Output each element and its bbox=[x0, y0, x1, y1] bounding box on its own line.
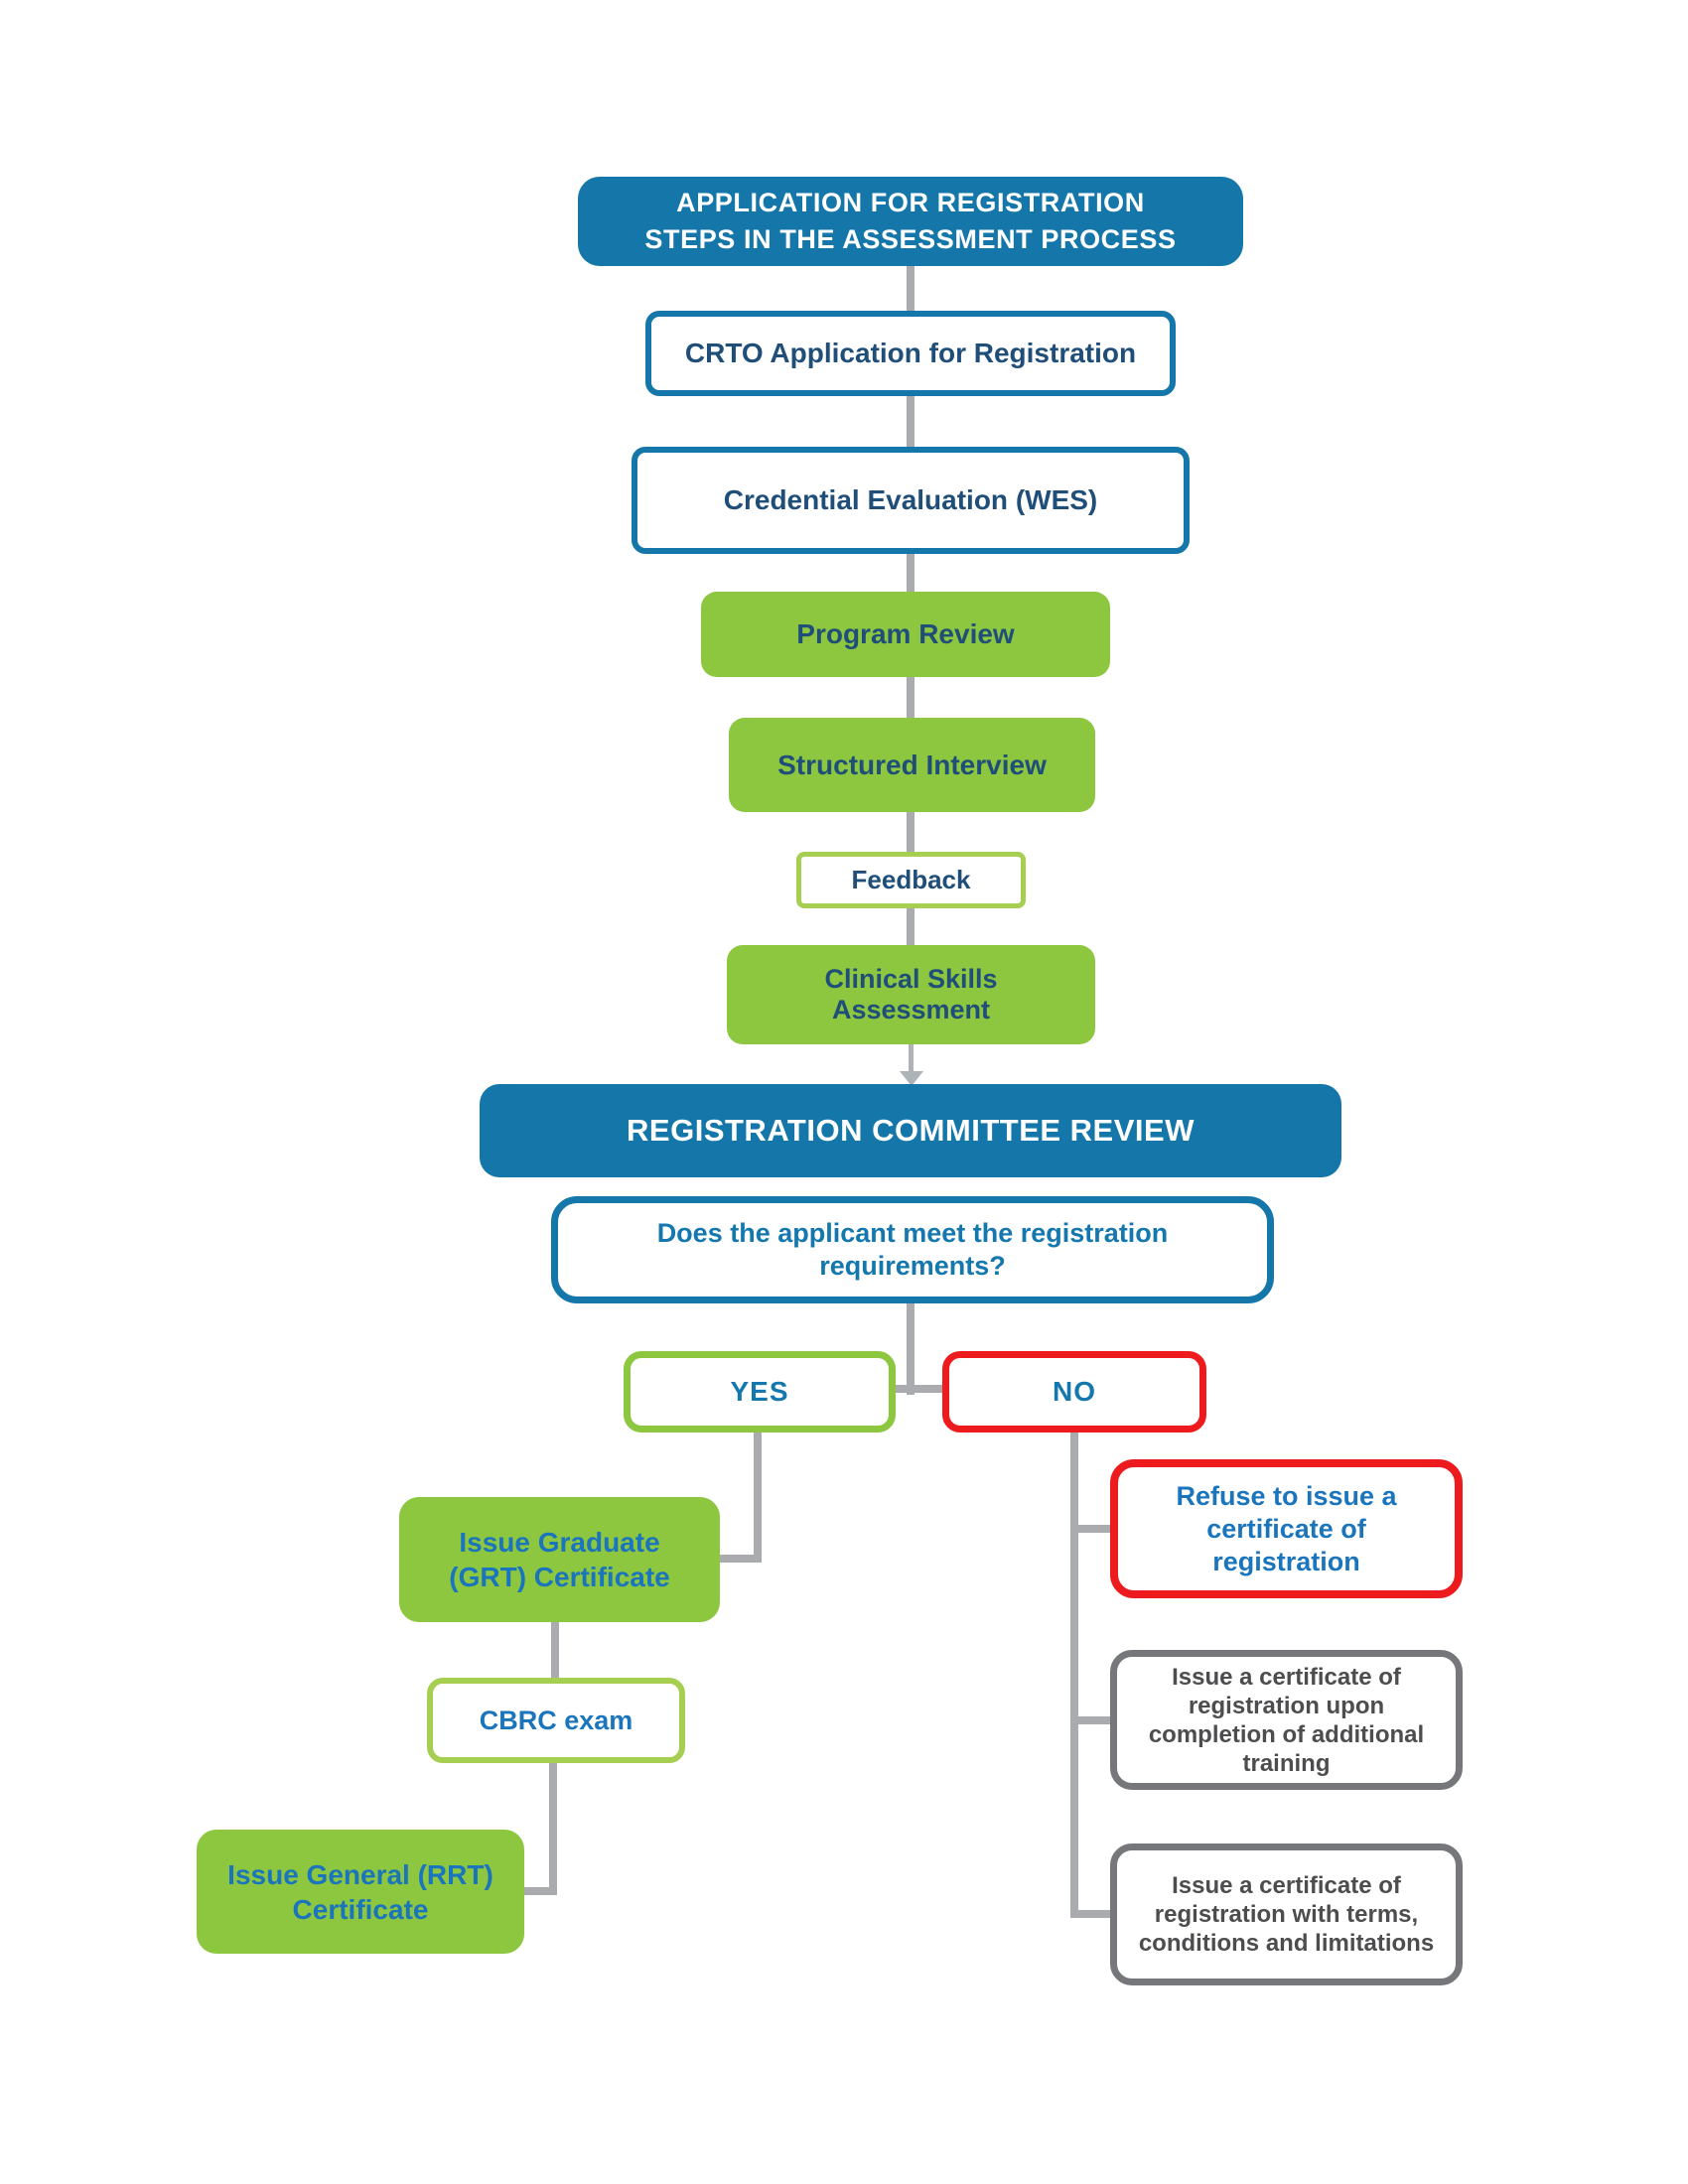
step-cbrc-label: CBRC exam bbox=[479, 1705, 633, 1735]
title-box bbox=[578, 177, 1243, 266]
step-feedback bbox=[796, 852, 1026, 908]
step-clinical-skills-assessment bbox=[727, 945, 1095, 1044]
connector-no-branch-additional bbox=[1078, 1716, 1112, 1724]
connector-no-branch-terms bbox=[1070, 1910, 1112, 1918]
outcome-terms-conditions bbox=[1110, 1843, 1463, 1985]
step-structured-interview bbox=[729, 718, 1095, 812]
step-program-review bbox=[701, 592, 1110, 677]
outcome-refuse-certificate bbox=[1110, 1459, 1463, 1598]
title-line-2: STEPS IN THE ASSESSMENT PROCESS bbox=[644, 224, 1177, 254]
connector-grt-to-cbrc bbox=[551, 1620, 559, 1680]
outcome-grt-label-line2: (GRT) Certificate bbox=[449, 1562, 670, 1592]
outcome-terms-label: Issue a certificate of registration with terms, conditions and limitations bbox=[1138, 1872, 1435, 1957]
step-crto-application bbox=[645, 311, 1176, 396]
connector-feedback-to-clinical bbox=[907, 906, 914, 947]
connector-cbrc-branch-vertical bbox=[549, 1761, 557, 1895]
committee-review-label: REGISTRATION COMMITTEE REVIEW bbox=[627, 1113, 1195, 1148]
title-line-1: APPLICATION FOR REGISTRATION bbox=[676, 188, 1145, 217]
decision-no-label: NO bbox=[1053, 1376, 1096, 1407]
connector-program-to-structured bbox=[907, 675, 914, 720]
step-cbrc-exam bbox=[427, 1678, 685, 1763]
step-clinical-label-line2: Assessment bbox=[831, 995, 991, 1024]
decision-no bbox=[942, 1351, 1206, 1433]
outcome-rrt-certificate bbox=[197, 1830, 524, 1954]
step-credential-evaluation bbox=[632, 447, 1190, 554]
question-box bbox=[551, 1196, 1274, 1303]
step-feedback-label: Feedback bbox=[851, 865, 971, 894]
step-structured-label: Structured Interview bbox=[777, 749, 1047, 780]
connector-no-branch-vertical bbox=[1070, 1431, 1078, 1918]
decision-yes bbox=[624, 1351, 896, 1433]
question-label: Does the applicant meet the registration requirements? bbox=[656, 1218, 1169, 1281]
step-crto-label: CRTO Application for Registration bbox=[684, 338, 1137, 368]
connector-question-to-decision bbox=[907, 1301, 914, 1395]
connector-yes-branch-vertical bbox=[754, 1431, 762, 1563]
outcome-refuse-label: Refuse to issue a certificate of registration bbox=[1176, 1480, 1397, 1576]
committee-review-banner bbox=[480, 1084, 1341, 1177]
outcome-additional-label: Issue a certificate of registration upon completion of additional training bbox=[1148, 1663, 1425, 1777]
step-clinical-label-line1: Clinical Skills bbox=[824, 964, 998, 994]
connector-cbrc-branch-elbow bbox=[522, 1887, 557, 1895]
connector-structured-to-feedback bbox=[907, 810, 914, 854]
outcome-grt-label-line1: Issue Graduate bbox=[459, 1527, 660, 1558]
decision-yes-label: YES bbox=[730, 1376, 789, 1407]
connector-header-to-crto bbox=[907, 266, 914, 313]
connector-no-branch-refuse bbox=[1078, 1525, 1112, 1533]
step-program-label: Program Review bbox=[796, 618, 1015, 649]
outcome-rrt-label-line1: Issue General (RRT) bbox=[227, 1858, 493, 1890]
outcome-additional-training bbox=[1110, 1650, 1463, 1790]
connector-yes-no-junction bbox=[892, 1385, 947, 1393]
connector-credential-to-program bbox=[907, 552, 914, 594]
step-credential-label: Credential Evaluation (WES) bbox=[723, 484, 1098, 515]
connector-yes-branch-elbow bbox=[718, 1555, 762, 1563]
outcome-grt-certificate bbox=[399, 1497, 720, 1622]
connector-crto-to-credential bbox=[907, 396, 914, 449]
outcome-rrt-label-line2: Certificate bbox=[292, 1893, 429, 1925]
